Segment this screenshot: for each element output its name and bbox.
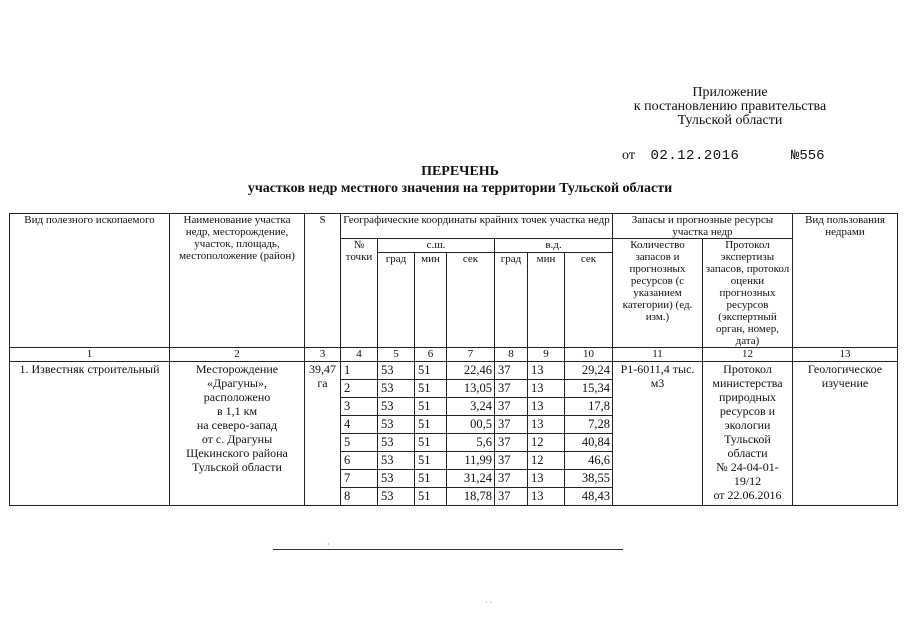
lon-deg: 37 bbox=[495, 434, 528, 452]
lon-sec: 15,34 bbox=[565, 380, 613, 398]
header-vd: в.д. bbox=[495, 239, 613, 253]
appendix-line-2: к постановлению правительства bbox=[633, 99, 827, 114]
lat-deg: 53 bbox=[378, 470, 415, 488]
point-number: 2 bbox=[341, 380, 378, 398]
header-lat-min: мин bbox=[415, 252, 447, 347]
col-num: 5 bbox=[378, 348, 415, 362]
point-number: 6 bbox=[341, 452, 378, 470]
lat-sec: 5,6 bbox=[447, 434, 495, 452]
scan-speck: · · bbox=[485, 598, 493, 607]
lon-min: 13 bbox=[528, 470, 565, 488]
lon-deg: 37 bbox=[495, 452, 528, 470]
point-number: 4 bbox=[341, 416, 378, 434]
lon-min: 13 bbox=[528, 398, 565, 416]
point-number: 8 bbox=[341, 488, 378, 506]
appendix-line-1: Приложение bbox=[692, 85, 768, 100]
date-line bbox=[622, 148, 825, 164]
col-num: 13 bbox=[793, 348, 898, 362]
header-lon-min: мин bbox=[528, 252, 565, 347]
lat-min: 51 bbox=[415, 416, 447, 434]
usage-type: Геологическое изучение bbox=[793, 362, 898, 506]
plot-area: 39,47 га bbox=[305, 362, 341, 506]
deposit-description: Месторождение «Драгуны», расположено в 1,1 км на северо-запад от с. Драгуны Щекинского района Тульской области bbox=[170, 362, 305, 506]
header-lon-sek: сек bbox=[565, 252, 613, 347]
lon-sec: 29,24 bbox=[565, 362, 613, 380]
lon-min: 12 bbox=[528, 452, 565, 470]
col-num: 2 bbox=[170, 348, 305, 362]
lat-deg: 53 bbox=[378, 452, 415, 470]
col-num: 6 bbox=[415, 348, 447, 362]
lat-sec: 13,05 bbox=[447, 380, 495, 398]
mineral-type: 1. Известняк строительный bbox=[10, 362, 170, 506]
lat-deg: 53 bbox=[378, 380, 415, 398]
header-reserves: Запасы и прогнозные ресурсы участка недр bbox=[613, 214, 793, 239]
col-num: 4 bbox=[341, 348, 378, 362]
lon-min: 13 bbox=[528, 362, 565, 380]
lon-sec: 17,8 bbox=[565, 398, 613, 416]
lon-sec: 38,55 bbox=[565, 470, 613, 488]
appendix-line-3: Тульской области bbox=[677, 113, 783, 128]
decree-date: 02.12.2016 bbox=[650, 148, 740, 164]
lat-min: 51 bbox=[415, 380, 447, 398]
decree-number: №556 bbox=[790, 148, 825, 164]
lat-deg: 53 bbox=[378, 398, 415, 416]
header-name: Наименование участка недр, месторождение, участок, площадь, местоположение (район) bbox=[170, 214, 305, 348]
subsoil-plots-table bbox=[9, 213, 898, 506]
lat-deg: 53 bbox=[378, 434, 415, 452]
lon-deg: 37 bbox=[495, 488, 528, 506]
lat-min: 51 bbox=[415, 488, 447, 506]
lon-min: 13 bbox=[528, 380, 565, 398]
signature-line bbox=[273, 549, 623, 550]
lat-sec: 18,78 bbox=[447, 488, 495, 506]
lat-sec: 3,24 bbox=[447, 398, 495, 416]
col-num: 8 bbox=[495, 348, 528, 362]
lon-deg: 37 bbox=[495, 362, 528, 380]
lat-min: 51 bbox=[415, 362, 447, 380]
lon-sec: 46,6 bbox=[565, 452, 613, 470]
header-geo: Географические координаты крайних точек участка недр bbox=[341, 214, 613, 239]
lat-min: 51 bbox=[415, 452, 447, 470]
point-number: 1 bbox=[341, 362, 378, 380]
reserves-quantity: Р1-6011,4 тыс. м3 bbox=[613, 362, 703, 506]
col-num: 7 bbox=[447, 348, 495, 362]
lon-sec: 48,43 bbox=[565, 488, 613, 506]
document-title bbox=[220, 163, 700, 197]
column-numbers-row bbox=[10, 348, 898, 362]
lon-deg: 37 bbox=[495, 416, 528, 434]
header-point-no: № точки bbox=[341, 239, 378, 348]
title-line-1: ПЕРЕЧЕНЬ bbox=[421, 164, 499, 179]
header-protocol: Протокол экспертизы запасов, протокол оценки прогнозных ресурсов (экспертный орган, номер, дата) bbox=[703, 239, 793, 348]
point-number: 3 bbox=[341, 398, 378, 416]
point-number: 7 bbox=[341, 470, 378, 488]
lat-sec: 31,24 bbox=[447, 470, 495, 488]
header-sn: с.ш. bbox=[378, 239, 495, 253]
point-number: 5 bbox=[341, 434, 378, 452]
col-num: 12 bbox=[703, 348, 793, 362]
col-num: 9 bbox=[528, 348, 565, 362]
lon-sec: 40,84 bbox=[565, 434, 613, 452]
lon-deg: 37 bbox=[495, 398, 528, 416]
header-lon-grad: град bbox=[495, 252, 528, 347]
appendix-header bbox=[590, 86, 870, 128]
lon-min: 13 bbox=[528, 416, 565, 434]
lat-min: 51 bbox=[415, 398, 447, 416]
lat-deg: 53 bbox=[378, 488, 415, 506]
date-prefix: от bbox=[622, 148, 635, 163]
lat-deg: 53 bbox=[378, 416, 415, 434]
header-lat-grad: град bbox=[378, 252, 415, 347]
col-num: 11 bbox=[613, 348, 703, 362]
col-num: 3 bbox=[305, 348, 341, 362]
lat-sec: 11,99 bbox=[447, 452, 495, 470]
header-vid: Вид полезного ископаемого bbox=[10, 214, 170, 348]
col-num: 10 bbox=[565, 348, 613, 362]
lat-sec: 22,46 bbox=[447, 362, 495, 380]
header-usage: Вид пользования недрами bbox=[793, 214, 898, 348]
header-lat-sek: сек bbox=[447, 252, 495, 347]
expert-protocol: Протокол министерства природных ресурсов и экологии Тульской области № 24-04-01-19/12 от 22.06.2016 bbox=[703, 362, 793, 506]
lat-deg: 53 bbox=[378, 362, 415, 380]
header-s: S bbox=[305, 214, 341, 348]
lat-sec: 00,5 bbox=[447, 416, 495, 434]
lat-min: 51 bbox=[415, 434, 447, 452]
lon-min: 13 bbox=[528, 488, 565, 506]
col-num: 1 bbox=[10, 348, 170, 362]
lon-deg: 37 bbox=[495, 380, 528, 398]
table-row bbox=[10, 362, 898, 380]
lon-deg: 37 bbox=[495, 470, 528, 488]
lon-sec: 7,28 bbox=[565, 416, 613, 434]
lon-min: 12 bbox=[528, 434, 565, 452]
title-line-2: участков недр местного значения на территории Тульской области bbox=[247, 181, 673, 196]
header-quantity: Количество запасов и прогнозных ресурсов (с указанием категории) (ед. изм.) bbox=[613, 239, 703, 348]
lat-min: 51 bbox=[415, 470, 447, 488]
scan-speck: · bbox=[327, 540, 330, 549]
